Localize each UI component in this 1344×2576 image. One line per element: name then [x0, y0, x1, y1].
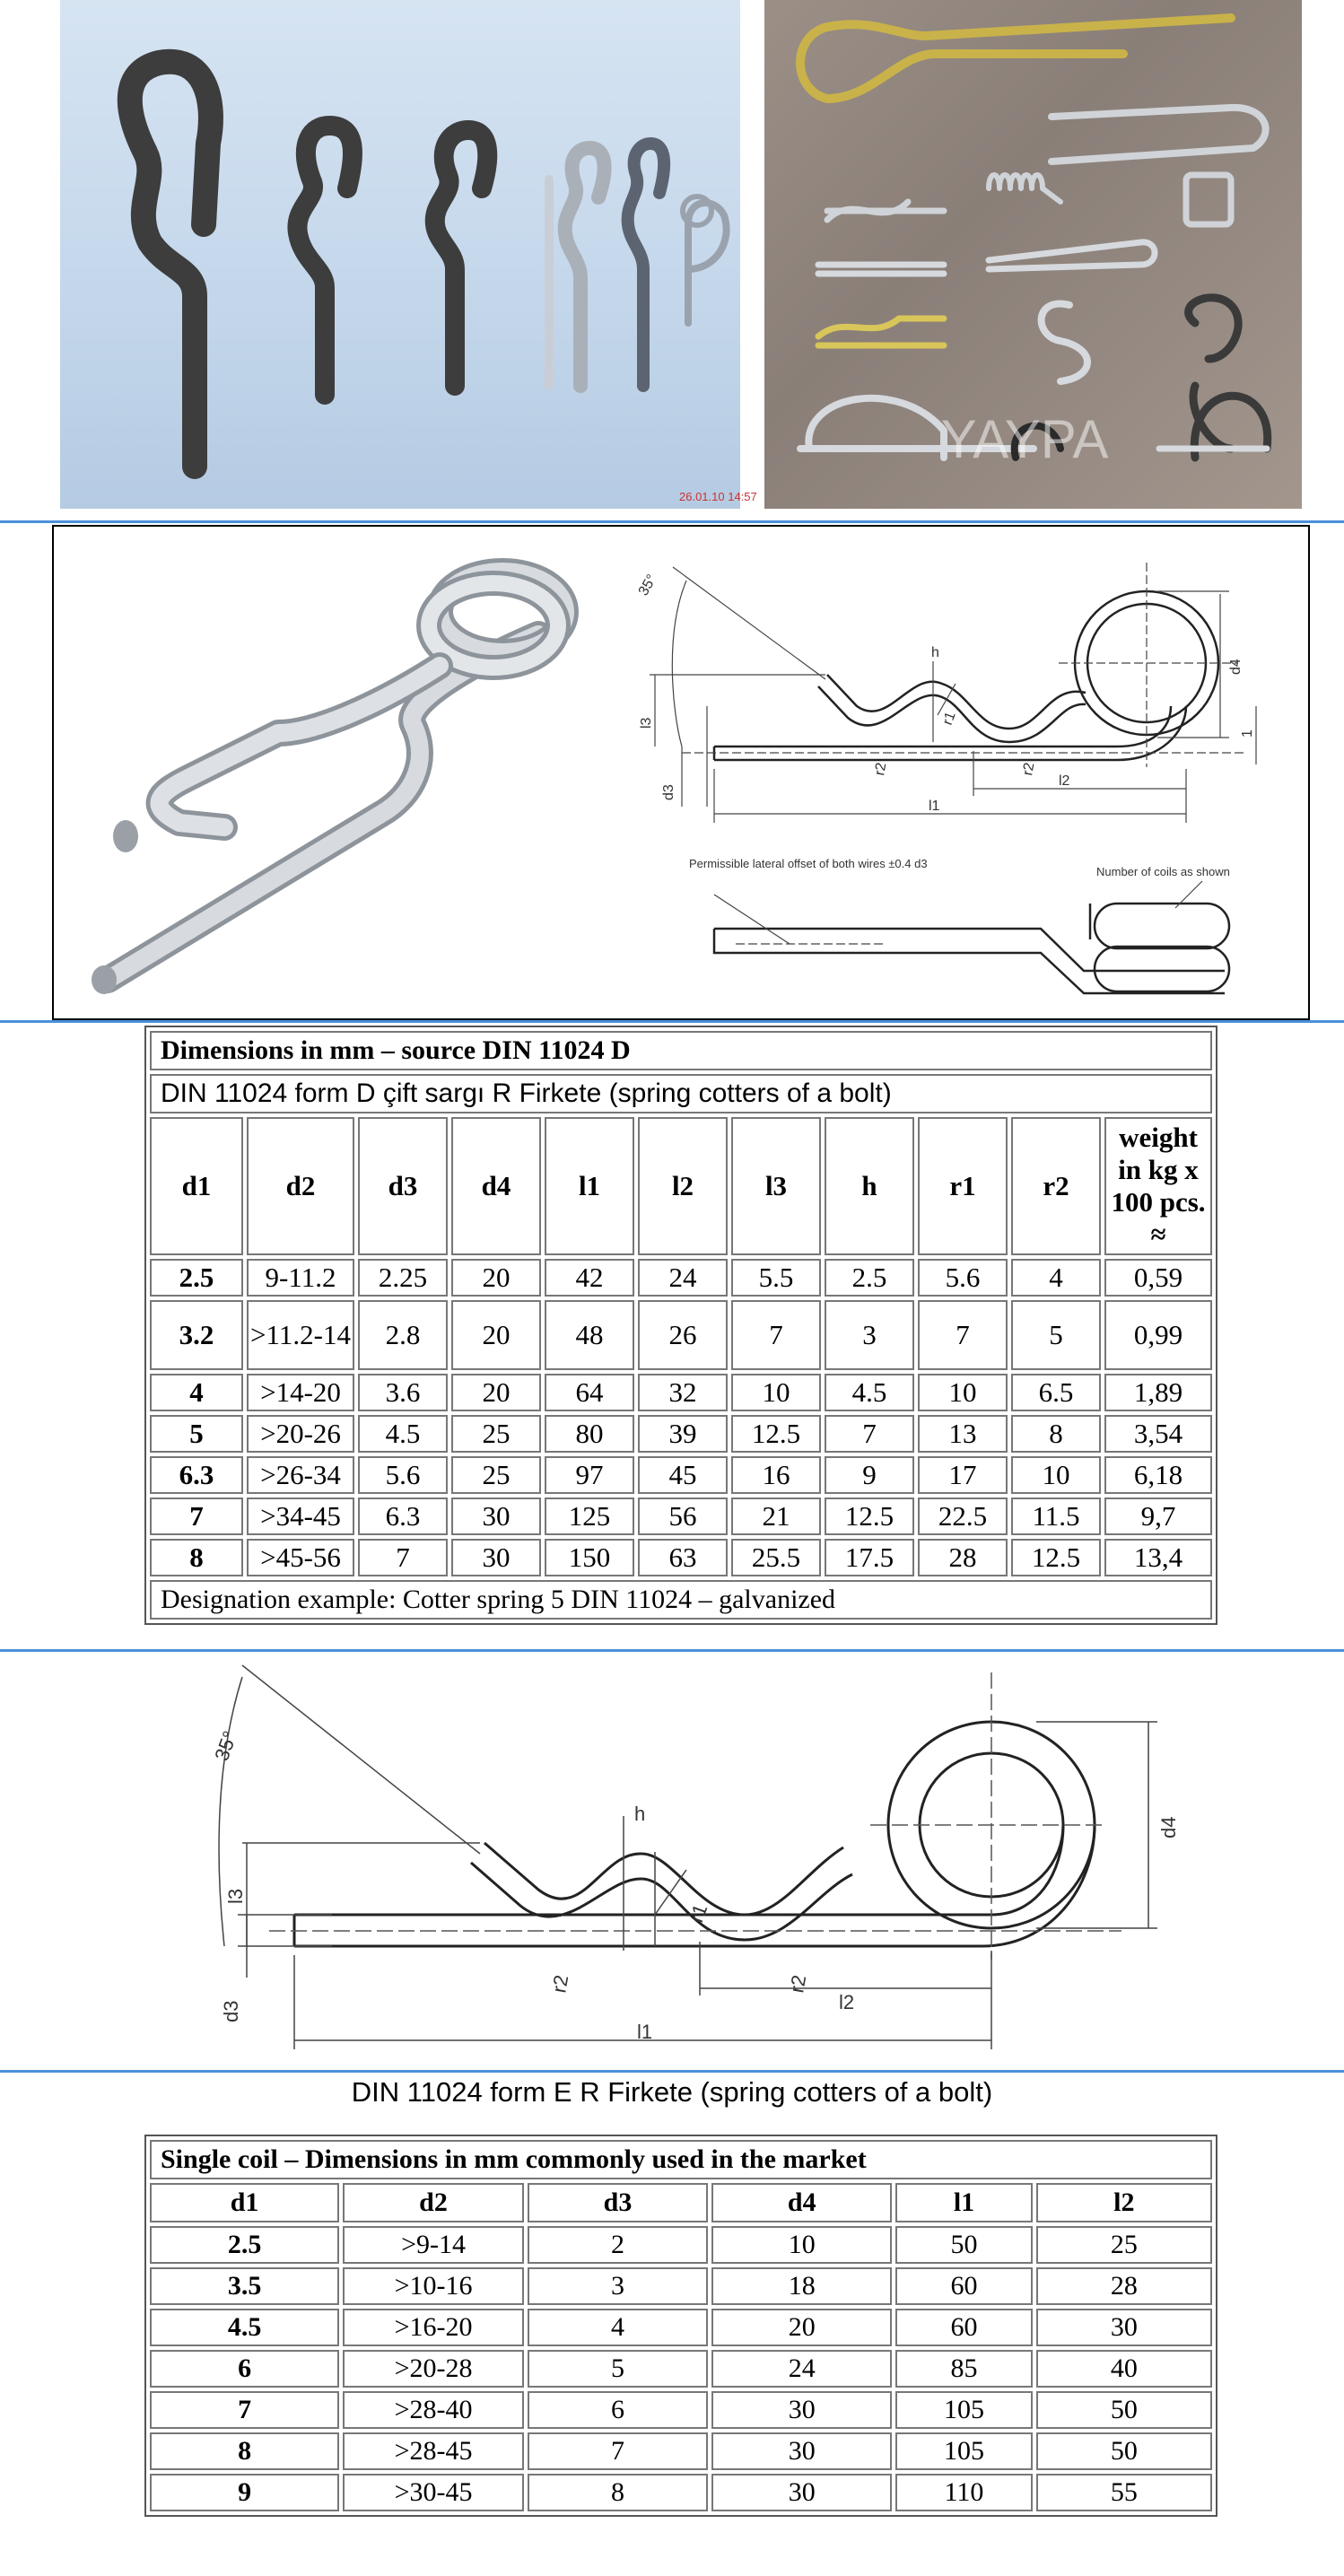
table-cell: 2.8 [358, 1300, 448, 1370]
table-row [150, 2309, 1212, 2346]
header-cell: d4 [711, 2183, 892, 2222]
table-cell: 3 [825, 1300, 914, 1370]
clip-3d-render [92, 572, 565, 994]
table-cell: 7 [528, 2432, 708, 2470]
table-cell: 10 [1011, 1456, 1101, 1494]
table-row [150, 2267, 1212, 2305]
label-r1: r1 [939, 710, 959, 728]
table-cell: 12.5 [825, 1498, 914, 1535]
table-row [150, 2391, 1212, 2429]
table-subtitle: DIN 11024 form D çift sargı R Firkete (spring cotters of a bolt) [150, 1074, 1212, 1113]
header-cell: d3 [358, 1117, 448, 1255]
table-header-row [150, 2183, 1212, 2222]
table-row [150, 2474, 1212, 2511]
label-l3: l3 [639, 717, 654, 729]
table-cell: 13,4 [1104, 1539, 1212, 1576]
table-cell: 32 [638, 1374, 728, 1411]
form-e-caption: DIN 11024 form E R Firkete (spring cotters of a bolt) [351, 2076, 993, 2108]
table-cell: 7 [731, 1300, 821, 1370]
row-key-cell: 6 [150, 2350, 339, 2388]
table-cell: 5.6 [918, 1259, 1008, 1297]
table-cell: 7 [825, 1415, 914, 1453]
table-cell: 42 [545, 1259, 634, 1297]
label-r1: r1 [685, 1900, 712, 1925]
header-cell: d3 [528, 2183, 708, 2222]
table-cell: 17 [918, 1456, 1008, 1494]
table-cell: 4 [1011, 1259, 1101, 1297]
header-cell: l1 [895, 2183, 1032, 2222]
header-cell: d2 [343, 2183, 524, 2222]
table-cell: 110 [895, 2474, 1032, 2511]
photo-r-clips-gray [60, 0, 757, 509]
header-cell: d2 [247, 1117, 354, 1255]
table-cell: >20-28 [343, 2350, 524, 2388]
table-cell: 18 [711, 2267, 892, 2305]
table-cell: 25 [451, 1415, 541, 1453]
table-cell: 5 [1011, 1300, 1101, 1370]
table-cell: 2.5 [825, 1259, 914, 1297]
table-cell: 16 [731, 1456, 821, 1494]
table-cell: 8 [1011, 1415, 1101, 1453]
label-d4: d4 [1157, 1816, 1180, 1838]
table-cell: 9 [825, 1456, 914, 1494]
table-subtitle-row [150, 1074, 1212, 1113]
row-key-cell: 2.5 [150, 2226, 339, 2264]
table-cell: >34-45 [247, 1498, 354, 1535]
angle-label: 35° [635, 572, 660, 598]
photo-r-clips-assortment [764, 0, 1302, 509]
row-key-cell: 7 [150, 1498, 243, 1535]
divider [0, 2070, 1344, 2073]
table-cell: 24 [638, 1259, 728, 1297]
label-l2: l2 [1059, 773, 1070, 789]
table-row [150, 2432, 1212, 2470]
table-cell: 150 [545, 1539, 634, 1576]
table-cell: 4.5 [825, 1374, 914, 1411]
label-h: h [931, 645, 939, 660]
table-cell: 105 [895, 2391, 1032, 2429]
table-cell: 50 [895, 2226, 1032, 2264]
table-cell: 3,54 [1104, 1415, 1212, 1453]
table-cell: 48 [545, 1300, 634, 1370]
table-cell: 63 [638, 1539, 728, 1576]
header-cell: l1 [545, 1117, 634, 1255]
table-row [150, 2350, 1212, 2388]
table-cell: >9-14 [343, 2226, 524, 2264]
table-cell: 55 [1036, 2474, 1212, 2511]
table-cell: 2.25 [358, 1259, 448, 1297]
label-d3: d3 [220, 2000, 242, 2022]
table-row [150, 1300, 1212, 1370]
table-title: Single coil – Dimensions in mm commonly used in the market [150, 2140, 1212, 2179]
header-cell: r2 [1011, 1117, 1101, 1255]
table-cell: >20-26 [247, 1415, 354, 1453]
drawing-form-e [135, 1655, 1220, 2067]
table-cell: 60 [895, 2309, 1032, 2346]
table-cell: 60 [895, 2267, 1032, 2305]
header-cell: h [825, 1117, 914, 1255]
table-cell: 6.5 [1011, 1374, 1101, 1411]
header-cell: d4 [451, 1117, 541, 1255]
table-cell: 6 [528, 2391, 708, 2429]
table-cell: 2 [528, 2226, 708, 2264]
label-r2-left: r2 [872, 761, 890, 777]
table-cell: >28-45 [343, 2432, 524, 2470]
label-h: h [634, 1803, 646, 1825]
table-cell: 56 [638, 1498, 728, 1535]
table-cell: 39 [638, 1415, 728, 1453]
label-r2-left: r2 [547, 1973, 573, 1995]
table-cell: 0,59 [1104, 1259, 1212, 1297]
table-row [150, 1259, 1212, 1297]
table-footer-row [150, 1580, 1212, 1620]
row-key-cell: 8 [150, 2432, 339, 2470]
watermark: YAYPA [940, 409, 1109, 469]
table-row [150, 1374, 1212, 1411]
table-cell: 12.5 [731, 1415, 821, 1453]
label-l1: l1 [637, 2021, 653, 2043]
table-cell: 4.5 [358, 1415, 448, 1453]
table-cell: 10 [918, 1374, 1008, 1411]
table-cell: 80 [545, 1415, 634, 1453]
table-cell: 25 [1036, 2226, 1212, 2264]
label-r2-right: r2 [785, 1973, 811, 1995]
table-cell: 125 [545, 1498, 634, 1535]
row-key-cell: 2.5 [150, 1259, 243, 1297]
label-l3: l3 [224, 1888, 247, 1904]
table-cell: 50 [1036, 2432, 1212, 2470]
table-cell: >30-45 [343, 2474, 524, 2511]
table-cell: 30 [711, 2474, 892, 2511]
header-cell: d1 [150, 2183, 339, 2222]
row-key-cell: 8 [150, 1539, 243, 1576]
angle-label: 35° [210, 1727, 242, 1764]
table-cell: >45-56 [247, 1539, 354, 1576]
header-cell: d1 [150, 1117, 243, 1255]
drawing-form-d-frame [52, 525, 1310, 1020]
table-cell: 25 [451, 1456, 541, 1494]
header-cell: weight in kg x 100 pcs. ≈ [1104, 1117, 1212, 1255]
table-cell: >10-16 [343, 2267, 524, 2305]
table-cell: 5.5 [731, 1259, 821, 1297]
table-header-row [150, 1117, 1212, 1255]
table-cell: 20 [451, 1374, 541, 1411]
table-row [150, 1415, 1212, 1453]
table-cell: 30 [451, 1539, 541, 1576]
table-cell: 30 [1036, 2309, 1212, 2346]
table-cell: 40 [1036, 2350, 1212, 2388]
table-cell: 30 [711, 2432, 892, 2470]
table-cell: 30 [711, 2391, 892, 2429]
label-l2: l2 [839, 1991, 855, 2013]
table-cell: 105 [895, 2432, 1032, 2470]
table-cell: 85 [895, 2350, 1032, 2388]
table-cell: 5 [528, 2350, 708, 2388]
table-cell: 24 [711, 2350, 892, 2388]
table-cell: 3.6 [358, 1374, 448, 1411]
note-lateral-offset: Permissible lateral offset of both wires ±0.4 d3 [689, 857, 928, 870]
clip-technical-drawing-d [714, 591, 1218, 760]
table-cell: 25.5 [731, 1539, 821, 1576]
table-row [150, 2226, 1212, 2264]
table-cell: 30 [451, 1498, 541, 1535]
table-cell: 9,7 [1104, 1498, 1212, 1535]
row-key-cell: 4.5 [150, 2309, 339, 2346]
label-l1: l1 [929, 799, 940, 814]
header-cell: l3 [731, 1117, 821, 1255]
photo-timestamp: 26.01.10 14:57 [679, 490, 757, 503]
header-cell: l2 [1036, 2183, 1212, 2222]
table-title-row [150, 1031, 1212, 1070]
table-cell: 21 [731, 1498, 821, 1535]
table-cell: 7 [358, 1539, 448, 1576]
table-cell: 13 [918, 1415, 1008, 1453]
header-cell: l2 [638, 1117, 728, 1255]
table-cell: 11.5 [1011, 1498, 1101, 1535]
table-cell: 28 [1036, 2267, 1212, 2305]
divider [0, 1020, 1344, 1023]
row-key-cell: 3.5 [150, 2267, 339, 2305]
table-cell: >11.2-14 [247, 1300, 354, 1370]
row-key-cell: 5 [150, 1415, 243, 1453]
row-key-cell: 7 [150, 2391, 339, 2429]
table-cell: 10 [711, 2226, 892, 2264]
table-cell: 6.3 [358, 1498, 448, 1535]
table-cell: >16-20 [343, 2309, 524, 2346]
table-cell: 6,18 [1104, 1456, 1212, 1494]
table-cell: 20 [451, 1259, 541, 1297]
table-cell: 0,99 [1104, 1300, 1212, 1370]
table-cell: 22.5 [918, 1498, 1008, 1535]
divider [0, 520, 1344, 523]
table-cell: 7 [918, 1300, 1008, 1370]
designation-example: Designation example: Cotter spring 5 DIN 11024 – galvanized [150, 1580, 1212, 1620]
label-1: 1 [1240, 729, 1255, 738]
dimensions-table-form-d [144, 1026, 1217, 1625]
dimensions-table-single-coil [144, 2135, 1217, 2517]
label-d3: d3 [661, 784, 676, 800]
header-cell: r1 [918, 1117, 1008, 1255]
row-key-cell: 3.2 [150, 1300, 243, 1370]
table-cell: 4 [528, 2309, 708, 2346]
label-d4: d4 [1228, 659, 1244, 675]
table-cell: 45 [638, 1456, 728, 1494]
table-cell: 20 [451, 1300, 541, 1370]
table-title: Dimensions in mm – source DIN 11024 D [150, 1031, 1212, 1070]
table-cell: >28-40 [343, 2391, 524, 2429]
row-key-cell: 6.3 [150, 1456, 243, 1494]
table-cell: >14-20 [247, 1374, 354, 1411]
table-cell: >26-34 [247, 1456, 354, 1494]
table-row [150, 1456, 1212, 1494]
table-cell: 9-11.2 [247, 1259, 354, 1297]
table-cell: 17.5 [825, 1539, 914, 1576]
table-row [150, 1498, 1212, 1535]
note-coils: Number of coils as shown [1096, 865, 1230, 878]
table-cell: 50 [1036, 2391, 1212, 2429]
table-cell: 8 [528, 2474, 708, 2511]
table-cell: 64 [545, 1374, 634, 1411]
row-key-cell: 4 [150, 1374, 243, 1411]
table-cell: 3 [528, 2267, 708, 2305]
table-cell: 26 [638, 1300, 728, 1370]
table-cell: 1,89 [1104, 1374, 1212, 1411]
table-cell: 12.5 [1011, 1539, 1101, 1576]
label-r2-right: r2 [1020, 761, 1038, 777]
table-row [150, 1539, 1212, 1576]
divider [0, 1649, 1344, 1652]
table-title-row [150, 2140, 1212, 2179]
table-cell: 20 [711, 2309, 892, 2346]
table-cell: 10 [731, 1374, 821, 1411]
table-cell: 97 [545, 1456, 634, 1494]
clip-top-view [714, 904, 1229, 993]
table-cell: 28 [918, 1539, 1008, 1576]
table-cell: 5.6 [358, 1456, 448, 1494]
row-key-cell: 9 [150, 2474, 339, 2511]
